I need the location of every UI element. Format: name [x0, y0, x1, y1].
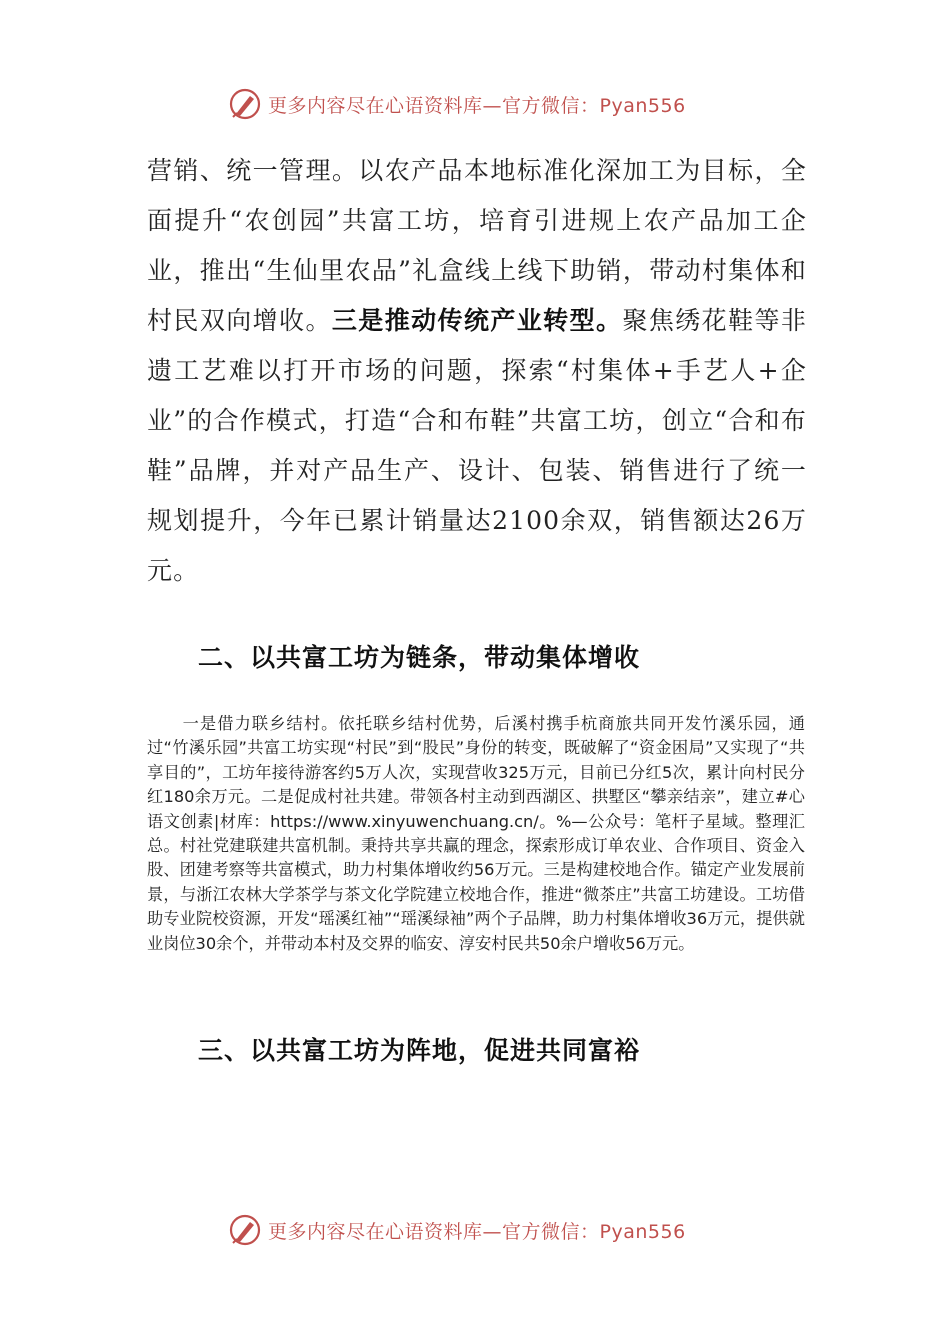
para1-text-b: 聚焦绣花鞋等非遗工艺难以打开市场的问题，探索“村集体+手艺人+企业”的合作模式，打造“合和布鞋”共富工坊，创立“合和布鞋”品牌，并对产品生产、设计、包装、销售进行了统一规划提升，今年已累计销量达2100余双，销售额达26万元。 [147, 306, 807, 585]
watermark-header [228, 86, 748, 122]
quill-pen-icon [228, 1213, 262, 1247]
watermark-footer [228, 1212, 748, 1248]
body-paragraph-1 [147, 146, 807, 596]
watermark-text: 更多内容尽在心语资料库—官方微信：Pyan556 [268, 1220, 686, 1243]
section-heading-2: 二、以共富工坊为链条，带动集体增收 [198, 643, 641, 672]
para1-text-a: 营销、统一管理。以农产品本地标准化深加工为目标，全面提升“农创园”共富工坊，培育引进规上农产品加工企业，推出“生仙里农品”礼盒线上线下助销，带动村集体和村民双向增收。 [147, 156, 807, 335]
watermark-text: 更多内容尽在心语资料库—官方微信：Pyan556 [268, 94, 686, 117]
section-heading-3: 三、以共富工坊为阵地，促进共同富裕 [198, 1036, 641, 1065]
quill-pen-icon [228, 87, 262, 121]
body-paragraph-2: 一是借力联乡结村。依托联乡结村优势，后溪村携手杭商旅共同开发竹溪乐园，通过“竹溪乐园”共富工坊实现“村民”到“股民”身份的转变，既破解了“资金困局”又实现了“共享目的”，工坊年接待游客约5万人次，实现营收325万元，目前已分红5次，累计向村民分红180余万元。二是促成村社共建。带领各村主动到西湖区、拱墅区“攀亲结亲”，建立#心语文创素|材库：https://www.xinyuwenchuang.cn/。%—公众号：笔杆子星域。整理汇总。村社党建联建共富机制。秉持共享共赢的理念，探索形成订单农业、合作项目、资金入股、团建考察等共富模式，助力村集体增收约56万元。三是构建校地合作。锚定产业发展前景，与浙江农林大学茶学与茶文化学院建立校地合作，推进“微茶庄”共富工坊建设。工坊借助专业院校资源，开发“瑶溪红袖”“瑶溪绿袖”两个子品牌，助力村集体增收36万元，提供就业岗位30余个，并带动本村及交界的临安、淳安村民共50余户增收56万元。 [147, 714, 805, 953]
para1-bold-lead: 三是推动传统产业转型。 [331, 306, 623, 335]
